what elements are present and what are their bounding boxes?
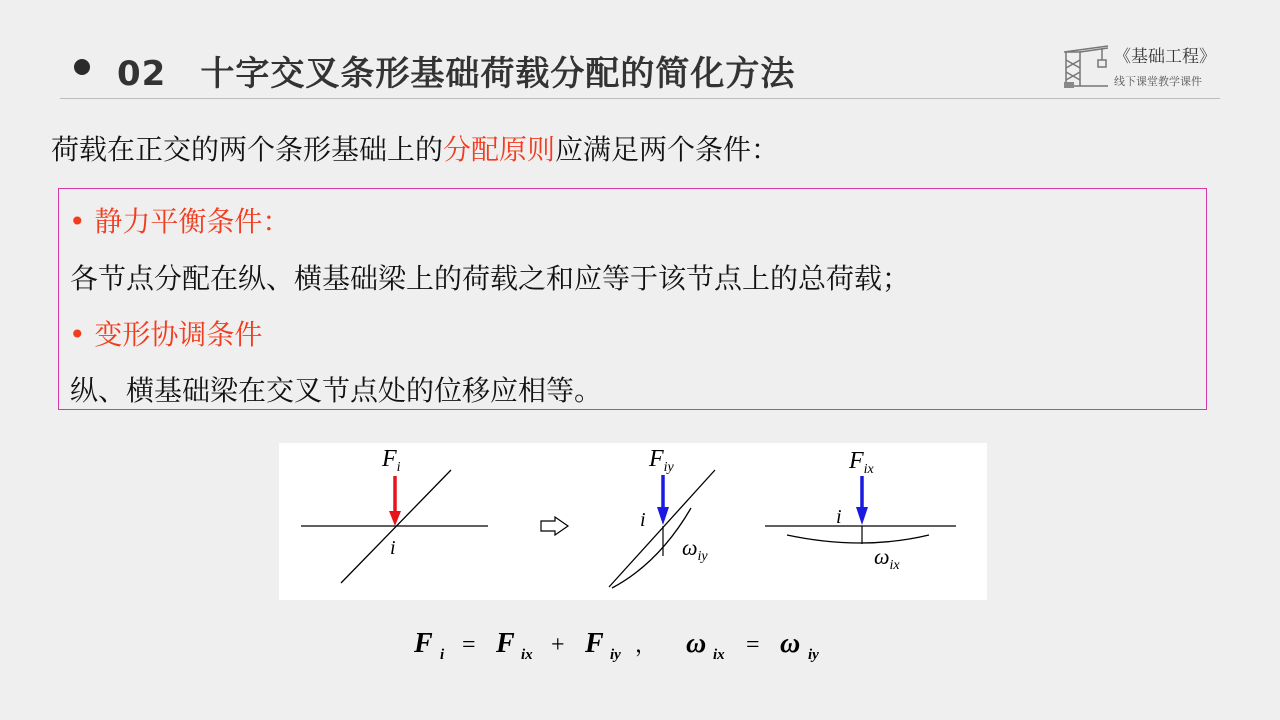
compatibility-heading: • 变形协调条件 xyxy=(69,318,263,351)
figure-crossing-beams xyxy=(301,446,488,583)
course-logo xyxy=(1062,42,1232,90)
node-label-3: i xyxy=(836,506,842,528)
equilibrium-heading: • 静力平衡条件： xyxy=(69,205,291,238)
disp-omega-ix-label: $\omega_{ix}$ xyxy=(874,544,900,573)
crane-icon xyxy=(1062,42,1112,88)
figure-beam-x-deflection xyxy=(765,448,956,573)
equation xyxy=(414,624,844,672)
svg-text:F i = F: F i = F ix + F iy ， ω ix = ω iy xyxy=(414,628,819,663)
intro-before: 荷载在正交的两个条形基础上的 xyxy=(51,133,444,166)
compatibility-text: 纵、横基础梁在交叉节点处的位移应相等。 xyxy=(70,374,603,407)
disp-omega-iy-label: $\omega_{iy}$ xyxy=(682,535,708,564)
force-fiy-label: $F_{iy}$ xyxy=(649,446,674,475)
force-arrowhead-blue-x xyxy=(856,507,868,525)
load-distribution-diagram xyxy=(279,443,987,600)
node-label-2: i xyxy=(640,509,646,531)
equation-svg xyxy=(414,624,844,668)
intro-text xyxy=(51,128,779,168)
title-bullet xyxy=(74,59,90,75)
section-number: 02 xyxy=(117,54,167,94)
beam-x-deflected xyxy=(787,535,929,543)
conditions-box xyxy=(58,188,1207,410)
header-divider xyxy=(60,98,1220,99)
page-title xyxy=(117,46,795,95)
logo-subtitle: 线下课堂教学课件 xyxy=(1114,75,1202,88)
intro-highlight: 分配原则 xyxy=(443,133,556,166)
section-title: 十字交叉条形基础荷载分配的简化方法 xyxy=(200,54,796,94)
node-label-1: i xyxy=(390,537,396,559)
figure-beam-y-deflection xyxy=(609,446,715,588)
logo-title: 《基础工程》 xyxy=(1114,47,1216,67)
force-fi-label: $F_i$ xyxy=(382,446,401,475)
intro-after: 应满足两个条件： xyxy=(555,133,780,166)
diagram-figure xyxy=(279,443,987,600)
equilibrium-text: 各节点分配在纵、横基础梁上的荷载之和应等于该节点上的总荷载； xyxy=(70,262,911,295)
beam-y-deflected xyxy=(612,508,691,588)
force-fix-label: $F_{ix}$ xyxy=(849,448,874,477)
hollow-arrow-icon xyxy=(541,517,568,535)
